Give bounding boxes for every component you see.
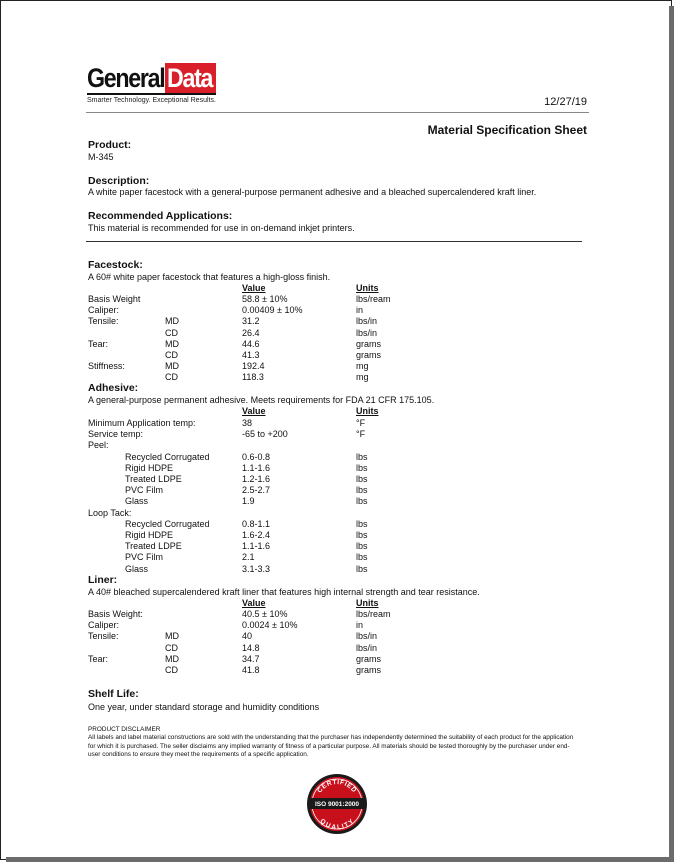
page-shadow-right: [669, 6, 674, 862]
facestock-row-value: 44.6: [242, 338, 260, 349]
liner-row-value: 34.7: [242, 653, 260, 664]
shelf-life-heading: Shelf Life:: [88, 688, 139, 700]
liner-row-value: 40.5 ± 10%: [242, 609, 288, 619]
adhesive-peel-value: 1.9: [242, 496, 255, 507]
adhesive-peel-units: lbs: [356, 496, 368, 507]
facestock-row-direction: CD: [165, 327, 178, 338]
facestock-row-units: mg: [356, 372, 369, 383]
adhesive-loop-units: lbs: [356, 518, 368, 529]
liner-row-direction: CD: [165, 665, 178, 675]
adhesive-units-header: Units: [356, 406, 379, 416]
facestock-row-label: Tensile:: [88, 316, 119, 327]
liner-heading: Liner:: [88, 574, 118, 586]
adhesive-loop-units: lbs: [356, 563, 368, 574]
product-value: M-345: [88, 152, 114, 162]
facestock-row-units: lbs/ream: [356, 294, 391, 304]
document-date: 12/27/19: [544, 96, 587, 108]
adhesive-peel-substrate: Treated LDPE: [125, 474, 182, 484]
facestock-row-value: 41.3: [242, 350, 260, 360]
document-page: [1, 1, 668, 856]
adhesive-peel-units: lbs: [356, 485, 368, 496]
facestock-row-label: Caliper:: [88, 305, 120, 316]
facestock-heading: Facestock:: [88, 259, 143, 271]
adhesive-loop-value: 1.1-1.6: [242, 541, 271, 552]
adhesive-peel-substrate: Glass: [125, 496, 149, 507]
adhesive-loop-value: 2.1: [242, 552, 255, 563]
liner-row-label: Tear:: [88, 653, 109, 664]
liner-value-header: Value: [242, 598, 266, 608]
page-shadow-bottom: [6, 857, 674, 862]
liner-row-value: 14.8: [242, 642, 260, 653]
product-heading: Product:: [88, 139, 132, 151]
adhesive-loop-units: lbs: [356, 552, 368, 563]
adhesive-peel-substrate: Recycled Corrugated: [125, 451, 210, 462]
facestock-row-label: Tear:: [88, 338, 109, 349]
generaldata-logo: [87, 63, 217, 107]
liner-row-units: grams: [356, 653, 382, 664]
disclaimer-text: All labels and label material constructions are sold with the understanding that the purchaser has independently determined the suitability of each product for the application for which it is purchased. The seller disclaims any implied warranty of fitness of a particular purpose. All materials should be tested thoroughly by the purchaser under end-user conditions to ensure they meet the requirements of a specific application.: [88, 734, 574, 758]
adhesive-loop-substrate: Rigid HDPE: [125, 530, 174, 540]
recommended-text: This material is recommended for use in on-demand inkjet printers.: [88, 223, 355, 233]
adhesive-loop-units: lbs: [356, 530, 368, 540]
description-text: A white paper facestock with a general-purpose permanent adhesive and a bleached supercalendered kraft liner.: [88, 187, 537, 197]
adhesive-peel-value: 2.5-2.7: [242, 485, 271, 496]
liner-row-units: lbs/in: [356, 631, 378, 642]
adhesive-peel-units: lbs: [356, 462, 368, 473]
facestock-text: A 60# white paper facestock that features a high-gloss finish.: [88, 272, 331, 282]
adhesive-loop-value: 3.1-3.3: [242, 563, 271, 574]
facestock-row-value: 192.4: [242, 361, 265, 372]
logo-tagline: Smarter Technology. Exceptional Results.: [87, 97, 216, 104]
liner-row-label: Caliper:: [88, 620, 120, 631]
liner-text: A 40# bleached supercalendered kraft liner that features high internal strength and tear resistance.: [88, 587, 480, 597]
adhesive-peel-value: 1.2-1.6: [242, 474, 271, 484]
facestock-row-value: 58.8 ± 10%: [242, 294, 288, 304]
liner-row-direction: MD: [165, 631, 179, 642]
liner-row-units: grams: [356, 665, 382, 675]
adhesive-peel-label: Peel:: [88, 440, 109, 451]
adhesive-peel-units: lbs: [356, 451, 368, 462]
adhesive-value-header: Value: [242, 406, 266, 416]
adhesive-loop-value: 0.8-1.1: [242, 518, 271, 529]
adhesive-peel-substrate: PVC Film: [125, 485, 163, 496]
adhesive-loop-tack-label: Loop Tack:: [88, 507, 132, 518]
adhesive-row-value: -65 to +200: [242, 429, 288, 440]
facestock-row-value: 31.2: [242, 316, 260, 327]
adhesive-loop-substrate: Glass: [125, 563, 149, 574]
adhesive-heading: Adhesive:: [88, 382, 139, 394]
facestock-row-units: mg: [356, 361, 369, 372]
shelf-life-text: One year, under standard storage and humidity conditions: [88, 702, 320, 712]
facestock-row-value: 26.4: [242, 327, 260, 338]
recommended-heading: Recommended Applications:: [88, 210, 233, 222]
facestock-row-label: Stiffness:: [88, 361, 125, 372]
facestock-row-direction: MD: [165, 316, 179, 327]
facestock-row-value: 0.00409 ± 10%: [242, 305, 303, 316]
adhesive-peel-value: 1.1-1.6: [242, 462, 271, 473]
iso-certified-seal: [306, 773, 368, 835]
facestock-value-header: Value: [242, 283, 266, 293]
facestock-row-direction: CD: [165, 372, 178, 383]
adhesive-row-units: °F: [356, 418, 366, 428]
facestock-row-direction: MD: [165, 361, 179, 372]
adhesive-loop-substrate: PVC Film: [125, 552, 163, 563]
adhesive-row-label: Minimum Application temp:: [88, 418, 196, 428]
logo-word-data: Data: [167, 63, 213, 93]
adhesive-row-units: °F: [356, 429, 366, 440]
facestock-row-value: 118.3: [242, 372, 264, 383]
document-title: Material Specification Sheet: [427, 123, 587, 137]
seal-middle-text: ISO 9001:2000: [314, 801, 360, 808]
facestock-row-units: lbs/in: [356, 327, 378, 338]
liner-row-units: lbs/in: [356, 642, 378, 653]
liner-row-value: 0.0024 ± 10%: [242, 620, 298, 631]
adhesive-peel-value: 0.6-0.8: [242, 451, 271, 462]
adhesive-row-label: Service temp:: [88, 429, 144, 440]
liner-row-units: lbs/ream: [356, 609, 391, 619]
adhesive-peel-units: lbs: [356, 474, 368, 484]
liner-row-label: Basis Weight:: [88, 609, 143, 619]
liner-row-label: Tensile:: [88, 631, 119, 642]
logo-underline: [87, 93, 216, 95]
liner-row-value: 41.8: [242, 665, 260, 675]
adhesive-row-value: 38: [242, 418, 253, 428]
seal-bottom-text: QUALITY: [318, 817, 356, 832]
logo-word-general: General: [87, 63, 165, 93]
adhesive-loop-substrate: Treated LDPE: [125, 541, 182, 552]
facestock-row-units: lbs/in: [356, 316, 378, 327]
facestock-row-direction: CD: [165, 350, 178, 360]
facestock-row-units: in: [356, 305, 364, 316]
seal-top-text: CERTIFIED: [316, 778, 358, 795]
liner-units-header: Units: [356, 598, 379, 608]
section-divider: [86, 241, 582, 242]
disclaimer-heading: PRODUCT DISCLAIMER: [88, 726, 161, 733]
facestock-row-direction: MD: [165, 338, 179, 349]
liner-row-units: in: [356, 620, 364, 631]
facestock-row-label: Basis Weight: [88, 294, 141, 304]
description-heading: Description:: [88, 175, 150, 187]
adhesive-text: A general-purpose permanent adhesive. Meets requirements for FDA 21 CFR 175.105.: [88, 395, 435, 405]
liner-row-direction: CD: [165, 642, 178, 653]
facestock-row-units: grams: [356, 338, 382, 349]
header-divider: [86, 112, 589, 113]
liner-row-value: 40: [242, 631, 253, 642]
adhesive-loop-units: lbs: [356, 541, 368, 552]
adhesive-peel-substrate: Rigid HDPE: [125, 462, 174, 473]
adhesive-loop-value: 1.6-2.4: [242, 530, 271, 540]
liner-row-direction: MD: [165, 653, 179, 664]
facestock-units-header: Units: [356, 283, 379, 293]
adhesive-loop-substrate: Recycled Corrugated: [125, 518, 210, 529]
facestock-row-units: grams: [356, 350, 382, 360]
